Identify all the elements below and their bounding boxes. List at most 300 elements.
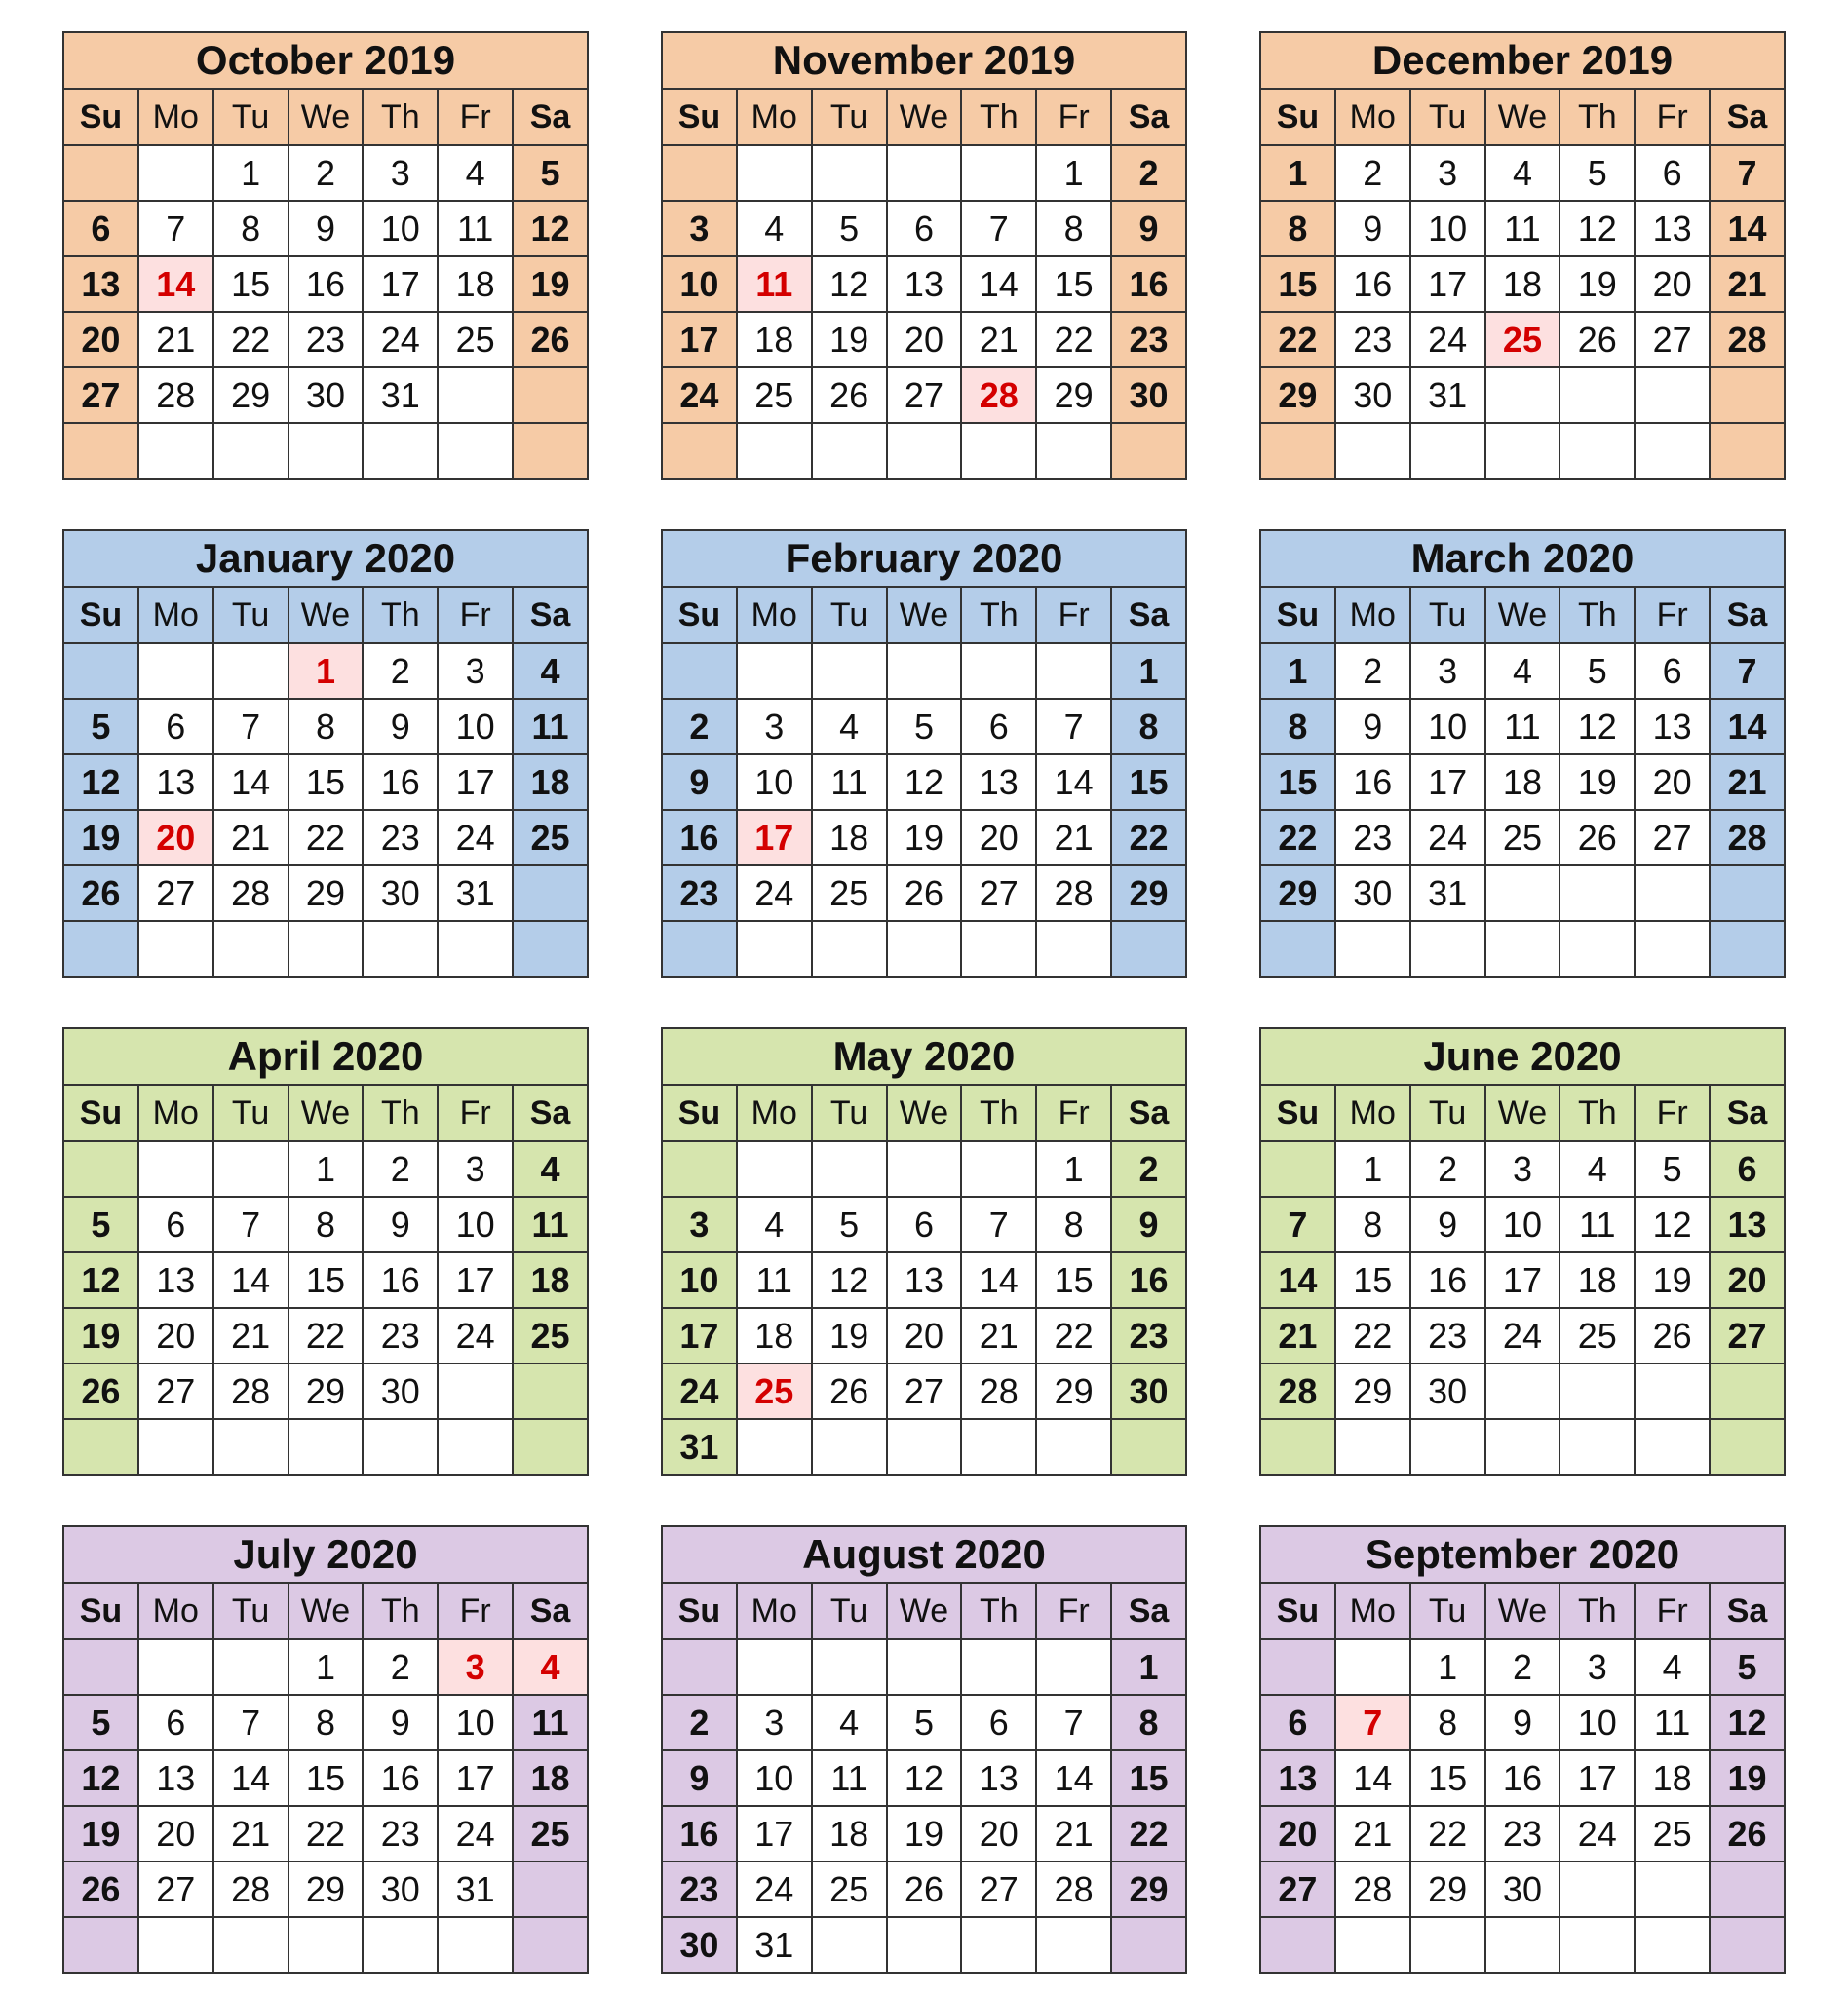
- day-cell: 31: [438, 1862, 513, 1917]
- day-cell: 4: [737, 1197, 812, 1252]
- day-cell: 2: [1410, 1141, 1485, 1197]
- empty-day-cell: [887, 1917, 962, 1973]
- weekday-header-fr: Fr: [438, 587, 513, 643]
- empty-day-cell: [1260, 1141, 1335, 1197]
- day-cell: 7: [213, 1695, 289, 1750]
- day-cell: 4: [513, 1141, 588, 1197]
- day-cell: 28: [1335, 1862, 1410, 1917]
- empty-day-cell: [1036, 1639, 1111, 1695]
- day-cell: 4: [1485, 145, 1560, 201]
- day-cell: 18: [1635, 1750, 1710, 1806]
- day-cell: 14: [961, 1252, 1036, 1308]
- day-cell: 26: [63, 1363, 138, 1419]
- day-cell: 1: [1036, 1141, 1111, 1197]
- weekday-header-th: Th: [363, 1583, 438, 1639]
- day-cell: 13: [138, 754, 213, 810]
- day-cell: 21: [961, 312, 1036, 367]
- empty-day-cell: [138, 145, 213, 201]
- day-cell: 17: [737, 1806, 812, 1862]
- empty-day-cell: [887, 921, 962, 977]
- day-cell: 11: [1635, 1695, 1710, 1750]
- day-cell: 9: [363, 699, 438, 754]
- day-cell: 11: [812, 754, 887, 810]
- empty-day-cell: [1559, 423, 1635, 479]
- day-cell: 2: [662, 1695, 737, 1750]
- weekday-header-fr: Fr: [1036, 89, 1111, 145]
- day-cell: 27: [1260, 1862, 1335, 1917]
- day-cell: 23: [363, 810, 438, 865]
- day-cell: 16: [363, 754, 438, 810]
- day-cell: 15: [1260, 256, 1335, 312]
- empty-day-cell: [1036, 1419, 1111, 1475]
- weekday-header-mo: Mo: [138, 1583, 213, 1639]
- day-cell: 9: [662, 754, 737, 810]
- empty-day-cell: [363, 423, 438, 479]
- weekday-header-mo: Mo: [737, 1583, 812, 1639]
- day-cell: 3: [1559, 1639, 1635, 1695]
- day-cell: 15: [1111, 1750, 1186, 1806]
- day-cell: 21: [1710, 754, 1785, 810]
- day-cell: 3: [438, 643, 513, 699]
- day-cell: 30: [1335, 865, 1410, 921]
- day-cell: 5: [513, 145, 588, 201]
- weekday-header-sa: Sa: [1710, 1583, 1785, 1639]
- day-cell: 16: [289, 256, 364, 312]
- day-cell: 5: [812, 1197, 887, 1252]
- weekday-header-sa: Sa: [1710, 587, 1785, 643]
- day-cell: 2: [363, 1639, 438, 1695]
- empty-day-cell: [1410, 1419, 1485, 1475]
- weekday-header-sa: Sa: [513, 1583, 588, 1639]
- empty-day-cell: [737, 1141, 812, 1197]
- day-cell: 13: [1635, 201, 1710, 256]
- day-cell: 17: [438, 754, 513, 810]
- month-title: August 2020: [662, 1526, 1186, 1583]
- empty-day-cell: [812, 1141, 887, 1197]
- empty-day-cell: [63, 1917, 138, 1973]
- month-july-2020: [62, 1525, 589, 1974]
- day-cell: 15: [1410, 1750, 1485, 1806]
- day-cell: 15: [289, 1252, 364, 1308]
- weekday-header-we: We: [887, 89, 962, 145]
- day-cell: 3: [662, 201, 737, 256]
- day-cell: 8: [289, 1695, 364, 1750]
- day-cell: 14: [1335, 1750, 1410, 1806]
- day-cell: 25: [1635, 1806, 1710, 1862]
- day-cell: 18: [513, 1252, 588, 1308]
- day-cell: 13: [1260, 1750, 1335, 1806]
- day-cell: 26: [63, 1862, 138, 1917]
- day-cell: 11: [1485, 201, 1560, 256]
- day-cell: 1: [1036, 145, 1111, 201]
- day-cell: 22: [213, 312, 289, 367]
- empty-day-cell: [438, 921, 513, 977]
- day-cell: 21: [1260, 1308, 1335, 1363]
- empty-day-cell: [662, 1639, 737, 1695]
- empty-day-cell: [138, 423, 213, 479]
- weekday-header-we: We: [1485, 587, 1560, 643]
- day-cell: 17: [438, 1252, 513, 1308]
- day-cell: 8: [1335, 1197, 1410, 1252]
- empty-day-cell: [1111, 1917, 1186, 1973]
- day-cell: 20: [1635, 754, 1710, 810]
- day-cell: 29: [1335, 1363, 1410, 1419]
- day-cell: 31: [662, 1419, 737, 1475]
- day-cell: 21: [213, 1806, 289, 1862]
- empty-day-cell: [1559, 1917, 1635, 1973]
- day-cell: 25: [513, 810, 588, 865]
- holiday-day-cell: 7: [1335, 1695, 1410, 1750]
- day-cell: 6: [138, 1695, 213, 1750]
- day-cell: 26: [887, 1862, 962, 1917]
- weekday-header-tu: Tu: [213, 89, 289, 145]
- day-cell: 2: [289, 145, 364, 201]
- day-cell: 17: [662, 312, 737, 367]
- day-cell: 14: [213, 754, 289, 810]
- month-title: October 2019: [63, 32, 588, 89]
- holiday-day-cell: 20: [138, 810, 213, 865]
- day-cell: 20: [138, 1308, 213, 1363]
- day-cell: 9: [1335, 201, 1410, 256]
- empty-day-cell: [737, 1639, 812, 1695]
- day-cell: 16: [1485, 1750, 1560, 1806]
- day-cell: 23: [1111, 1308, 1186, 1363]
- day-cell: 8: [1260, 699, 1335, 754]
- weekday-header-th: Th: [961, 89, 1036, 145]
- empty-day-cell: [289, 1917, 364, 1973]
- day-cell: 24: [438, 1308, 513, 1363]
- day-cell: 6: [961, 1695, 1036, 1750]
- day-cell: 21: [961, 1308, 1036, 1363]
- day-cell: 25: [1485, 810, 1560, 865]
- day-cell: 27: [138, 1363, 213, 1419]
- empty-day-cell: [513, 1363, 588, 1419]
- empty-day-cell: [961, 1639, 1036, 1695]
- day-cell: 14: [1710, 201, 1785, 256]
- day-cell: 23: [289, 312, 364, 367]
- day-cell: 9: [1485, 1695, 1560, 1750]
- empty-day-cell: [363, 1917, 438, 1973]
- empty-day-cell: [887, 145, 962, 201]
- month-table: [1259, 529, 1786, 978]
- month-may-2020: [661, 1027, 1187, 1476]
- weekday-header-tu: Tu: [1410, 1085, 1485, 1141]
- day-cell: 10: [662, 1252, 737, 1308]
- empty-day-cell: [1410, 1917, 1485, 1973]
- weekday-header-th: Th: [961, 587, 1036, 643]
- day-cell: 6: [1635, 145, 1710, 201]
- day-cell: 17: [1559, 1750, 1635, 1806]
- day-cell: 28: [213, 865, 289, 921]
- day-cell: 11: [513, 1197, 588, 1252]
- holiday-day-cell: 14: [138, 256, 213, 312]
- empty-day-cell: [289, 921, 364, 977]
- empty-day-cell: [513, 1419, 588, 1475]
- empty-day-cell: [1710, 1419, 1785, 1475]
- day-cell: 6: [961, 699, 1036, 754]
- day-cell: 13: [961, 754, 1036, 810]
- day-cell: 6: [63, 201, 138, 256]
- weekday-header-su: Su: [1260, 1583, 1335, 1639]
- day-cell: 22: [1036, 312, 1111, 367]
- empty-day-cell: [213, 643, 289, 699]
- empty-day-cell: [213, 1419, 289, 1475]
- weekday-header-tu: Tu: [1410, 1583, 1485, 1639]
- month-january-2020: [62, 529, 589, 978]
- day-cell: 21: [213, 1308, 289, 1363]
- day-cell: 19: [812, 1308, 887, 1363]
- day-cell: 13: [63, 256, 138, 312]
- empty-day-cell: [1260, 921, 1335, 977]
- day-cell: 19: [1710, 1750, 1785, 1806]
- empty-day-cell: [1036, 1917, 1111, 1973]
- weekday-header-su: Su: [662, 89, 737, 145]
- day-cell: 28: [1710, 312, 1785, 367]
- day-cell: 16: [1410, 1252, 1485, 1308]
- weekday-header-su: Su: [1260, 89, 1335, 145]
- empty-day-cell: [1335, 921, 1410, 977]
- day-cell: 23: [1485, 1806, 1560, 1862]
- month-title: March 2020: [1260, 530, 1785, 587]
- empty-day-cell: [1036, 921, 1111, 977]
- day-cell: 29: [1410, 1862, 1485, 1917]
- day-cell: 12: [63, 1252, 138, 1308]
- day-cell: 10: [438, 1197, 513, 1252]
- day-cell: 30: [662, 1917, 737, 1973]
- day-cell: 24: [363, 312, 438, 367]
- day-cell: 27: [138, 1862, 213, 1917]
- empty-day-cell: [1710, 423, 1785, 479]
- day-cell: 25: [513, 1806, 588, 1862]
- weekday-header-fr: Fr: [1036, 1583, 1111, 1639]
- day-cell: 12: [887, 754, 962, 810]
- day-cell: 30: [1485, 1862, 1560, 1917]
- day-cell: 7: [1710, 643, 1785, 699]
- day-cell: 19: [63, 1806, 138, 1862]
- weekday-header-tu: Tu: [812, 89, 887, 145]
- empty-day-cell: [887, 1419, 962, 1475]
- day-cell: 1: [1260, 643, 1335, 699]
- day-cell: 10: [1410, 201, 1485, 256]
- empty-day-cell: [1260, 1639, 1335, 1695]
- empty-day-cell: [812, 1639, 887, 1695]
- weekday-header-sa: Sa: [1111, 1085, 1186, 1141]
- month-title: June 2020: [1260, 1028, 1785, 1085]
- day-cell: 18: [737, 1308, 812, 1363]
- day-cell: 26: [1710, 1806, 1785, 1862]
- day-cell: 19: [513, 256, 588, 312]
- day-cell: 10: [737, 754, 812, 810]
- day-cell: 21: [1335, 1806, 1410, 1862]
- day-cell: 24: [737, 1862, 812, 1917]
- day-cell: 23: [1111, 312, 1186, 367]
- day-cell: 20: [887, 312, 962, 367]
- day-cell: 7: [213, 699, 289, 754]
- empty-day-cell: [138, 643, 213, 699]
- day-cell: 24: [662, 1363, 737, 1419]
- day-cell: 9: [1410, 1197, 1485, 1252]
- day-cell: 8: [1036, 1197, 1111, 1252]
- empty-day-cell: [289, 1419, 364, 1475]
- month-table: [1259, 1027, 1786, 1476]
- day-cell: 29: [1260, 865, 1335, 921]
- day-cell: 16: [1335, 754, 1410, 810]
- empty-day-cell: [63, 921, 138, 977]
- day-cell: 28: [1036, 865, 1111, 921]
- month-november-2019: [661, 31, 1187, 480]
- empty-day-cell: [1559, 1363, 1635, 1419]
- weekday-header-fr: Fr: [1635, 1583, 1710, 1639]
- day-cell: 3: [1410, 643, 1485, 699]
- day-cell: 12: [812, 1252, 887, 1308]
- day-cell: 7: [961, 1197, 1036, 1252]
- day-cell: 28: [213, 1862, 289, 1917]
- empty-day-cell: [1111, 423, 1186, 479]
- empty-day-cell: [1335, 1639, 1410, 1695]
- holiday-day-cell: 3: [438, 1639, 513, 1695]
- day-cell: 25: [1559, 1308, 1635, 1363]
- holiday-day-cell: 4: [513, 1639, 588, 1695]
- empty-day-cell: [887, 643, 962, 699]
- day-cell: 16: [1111, 1252, 1186, 1308]
- day-cell: 23: [1410, 1308, 1485, 1363]
- month-february-2020: [661, 529, 1187, 978]
- day-cell: 18: [812, 810, 887, 865]
- weekday-header-fr: Fr: [1635, 587, 1710, 643]
- day-cell: 10: [662, 256, 737, 312]
- empty-day-cell: [1559, 1419, 1635, 1475]
- weekday-header-th: Th: [1559, 1583, 1635, 1639]
- empty-day-cell: [662, 1141, 737, 1197]
- empty-day-cell: [213, 1141, 289, 1197]
- day-cell: 8: [1036, 201, 1111, 256]
- day-cell: 26: [1635, 1308, 1710, 1363]
- day-cell: 16: [1111, 256, 1186, 312]
- day-cell: 27: [887, 367, 962, 423]
- day-cell: 24: [438, 810, 513, 865]
- day-cell: 8: [213, 201, 289, 256]
- day-cell: 30: [1111, 367, 1186, 423]
- empty-day-cell: [662, 643, 737, 699]
- day-cell: 31: [737, 1917, 812, 1973]
- empty-day-cell: [138, 1419, 213, 1475]
- day-cell: 29: [289, 865, 364, 921]
- empty-day-cell: [63, 1419, 138, 1475]
- day-cell: 5: [63, 699, 138, 754]
- weekday-header-su: Su: [662, 587, 737, 643]
- day-cell: 2: [1111, 145, 1186, 201]
- day-cell: 6: [887, 201, 962, 256]
- empty-day-cell: [138, 1141, 213, 1197]
- day-cell: 9: [1111, 1197, 1186, 1252]
- day-cell: 19: [812, 312, 887, 367]
- day-cell: 9: [363, 1695, 438, 1750]
- empty-day-cell: [961, 1419, 1036, 1475]
- weekday-header-we: We: [1485, 89, 1560, 145]
- day-cell: 18: [812, 1806, 887, 1862]
- day-cell: 12: [513, 201, 588, 256]
- day-cell: 19: [887, 1806, 962, 1862]
- empty-day-cell: [1485, 865, 1560, 921]
- day-cell: 4: [1559, 1141, 1635, 1197]
- weekday-header-mo: Mo: [1335, 587, 1410, 643]
- empty-day-cell: [812, 145, 887, 201]
- empty-day-cell: [1635, 367, 1710, 423]
- empty-day-cell: [1260, 1419, 1335, 1475]
- day-cell: 4: [737, 201, 812, 256]
- day-cell: 20: [961, 810, 1036, 865]
- empty-day-cell: [289, 423, 364, 479]
- day-cell: 15: [1036, 256, 1111, 312]
- day-cell: 15: [1335, 1252, 1410, 1308]
- weekday-header-sa: Sa: [1111, 587, 1186, 643]
- month-march-2020: [1259, 529, 1786, 978]
- day-cell: 31: [1410, 865, 1485, 921]
- weekday-header-fr: Fr: [438, 89, 513, 145]
- day-cell: 29: [1036, 1363, 1111, 1419]
- day-cell: 7: [1036, 1695, 1111, 1750]
- day-cell: 15: [1111, 754, 1186, 810]
- month-table: [661, 31, 1187, 480]
- empty-day-cell: [63, 1141, 138, 1197]
- month-title: January 2020: [63, 530, 588, 587]
- weekday-header-tu: Tu: [213, 1583, 289, 1639]
- weekday-header-mo: Mo: [737, 587, 812, 643]
- day-cell: 11: [513, 699, 588, 754]
- weekday-header-we: We: [1485, 1085, 1560, 1141]
- day-cell: 18: [438, 256, 513, 312]
- weekday-header-su: Su: [63, 1583, 138, 1639]
- day-cell: 22: [1036, 1308, 1111, 1363]
- empty-day-cell: [1485, 921, 1560, 977]
- weekday-header-tu: Tu: [1410, 89, 1485, 145]
- empty-day-cell: [63, 423, 138, 479]
- day-cell: 2: [363, 1141, 438, 1197]
- weekday-header-we: We: [289, 587, 364, 643]
- day-cell: 16: [662, 1806, 737, 1862]
- day-cell: 6: [1710, 1141, 1785, 1197]
- empty-day-cell: [662, 921, 737, 977]
- empty-day-cell: [1710, 1862, 1785, 1917]
- day-cell: 22: [1111, 810, 1186, 865]
- day-cell: 10: [1559, 1695, 1635, 1750]
- empty-day-cell: [138, 1917, 213, 1973]
- empty-day-cell: [887, 423, 962, 479]
- weekday-header-th: Th: [1559, 89, 1635, 145]
- day-cell: 30: [1335, 367, 1410, 423]
- day-cell: 20: [63, 312, 138, 367]
- day-cell: 2: [662, 699, 737, 754]
- day-cell: 16: [1335, 256, 1410, 312]
- day-cell: 14: [961, 256, 1036, 312]
- empty-day-cell: [737, 145, 812, 201]
- empty-day-cell: [1635, 1419, 1710, 1475]
- empty-day-cell: [961, 145, 1036, 201]
- day-cell: 19: [63, 1308, 138, 1363]
- weekday-header-th: Th: [1559, 587, 1635, 643]
- day-cell: 13: [138, 1252, 213, 1308]
- empty-day-cell: [1559, 865, 1635, 921]
- empty-day-cell: [1559, 921, 1635, 977]
- day-cell: 18: [1559, 1252, 1635, 1308]
- weekday-header-mo: Mo: [138, 587, 213, 643]
- day-cell: 12: [887, 1750, 962, 1806]
- day-cell: 13: [1710, 1197, 1785, 1252]
- day-cell: 7: [1710, 145, 1785, 201]
- day-cell: 20: [1710, 1252, 1785, 1308]
- day-cell: 14: [1036, 754, 1111, 810]
- day-cell: 10: [1410, 699, 1485, 754]
